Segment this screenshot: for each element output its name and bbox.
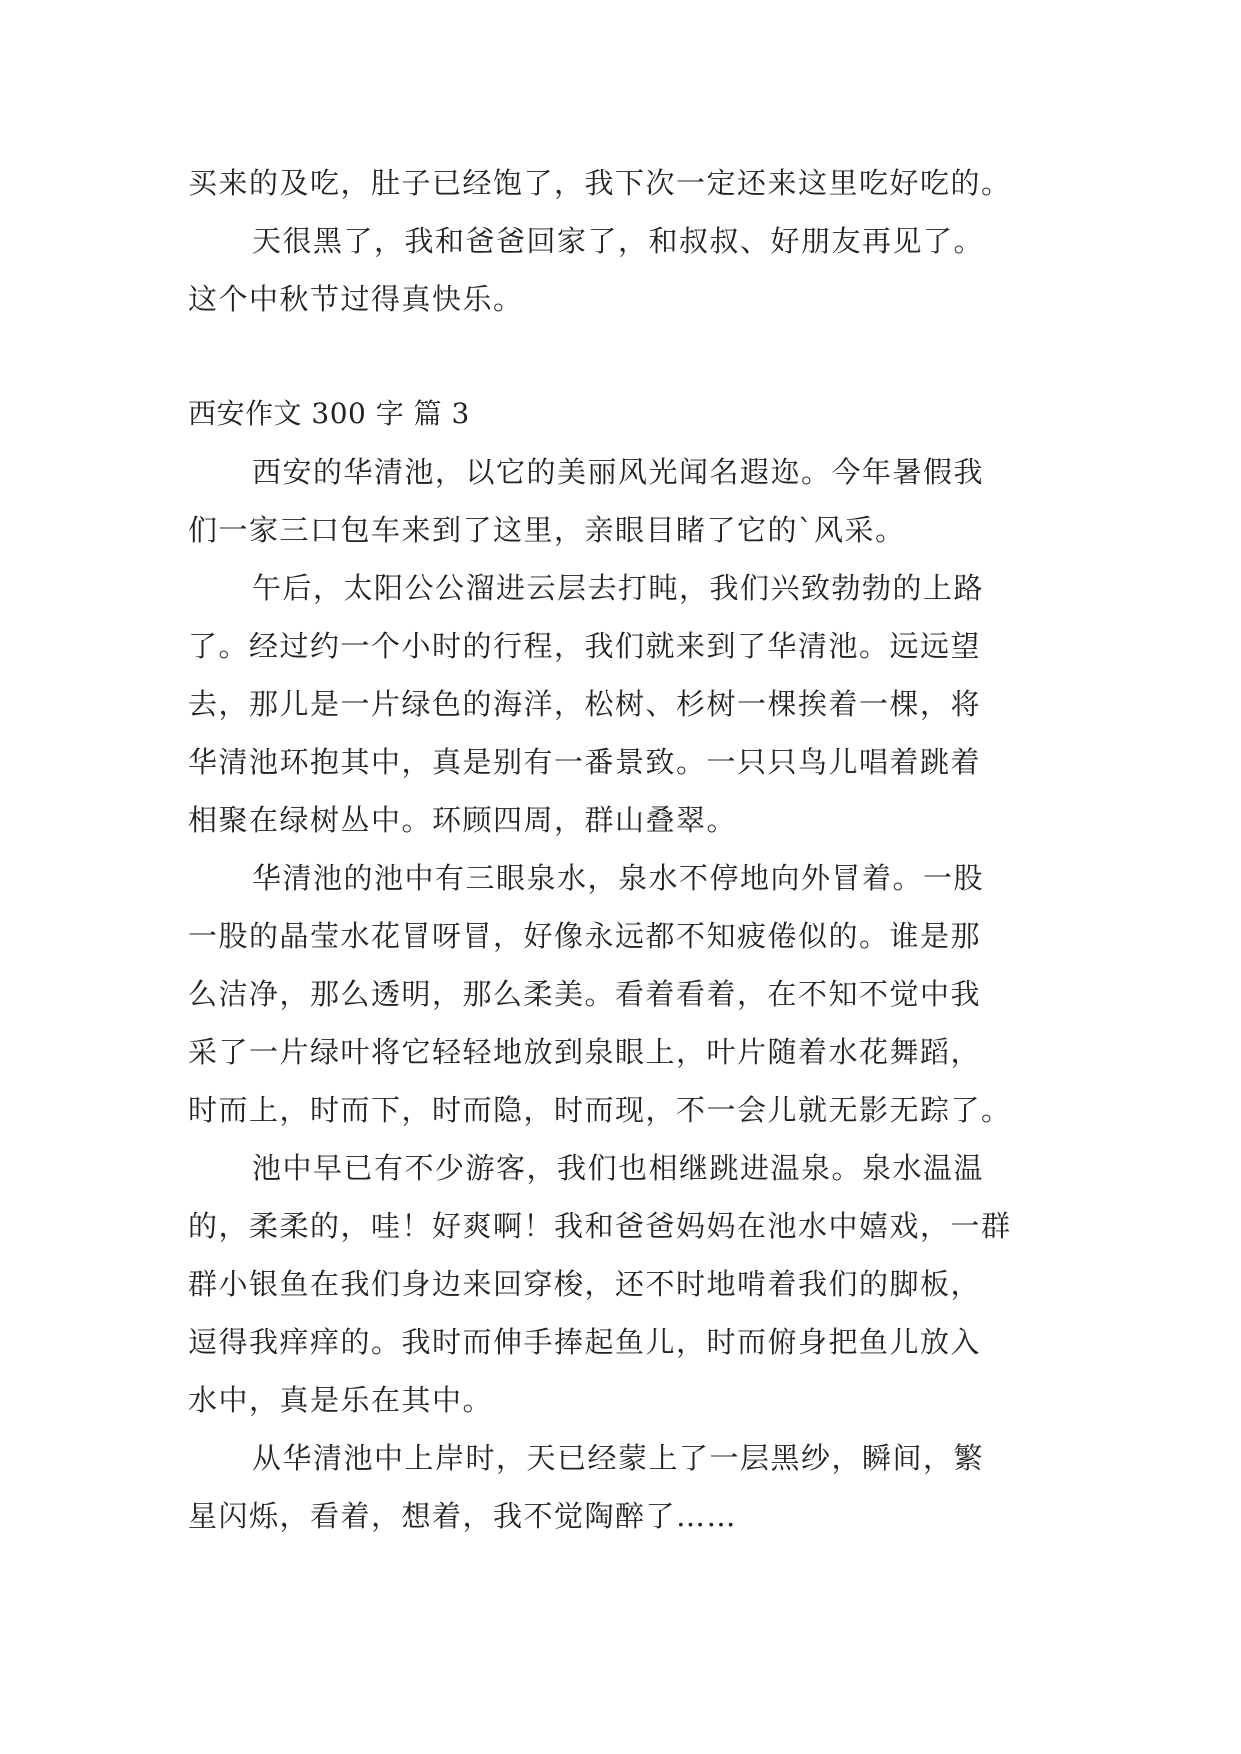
text-line: 采了一片绿叶将它轻轻地放到泉眼上，叶片随着水花舞蹈， <box>188 1035 982 1069</box>
text-line: 这个中秋节过得真快乐。 <box>188 282 524 316</box>
text-line: 时而上，时而下，时而隐，时而现，不一会儿就无影无踪了。 <box>188 1093 1012 1127</box>
text-line: 相聚在绿树丛中。环顾四周，群山叠翠。 <box>188 803 738 837</box>
text-line: 逗得我痒痒的。我时而伸手捧起鱼儿，时而俯身把鱼儿放入 <box>188 1325 982 1359</box>
text-line: 们一家三口包车来到了这里，亲眼目睹了它的`风采。 <box>188 513 906 547</box>
text-line: 水中，真是乐在其中。 <box>188 1383 494 1417</box>
text-line: 华清池的池中有三眼泉水，泉水不停地向外冒着。一股 <box>252 861 985 895</box>
text-line: 天很黑了，我和爸爸回家了，和叔叔、好朋友再见了。 <box>252 224 985 258</box>
text-line: 从华清池中上岸时，天已经蒙上了一层黑纱，瞬间，繁 <box>252 1441 985 1475</box>
text-line: 的，柔柔的，哇！好爽啊！我和爸爸妈妈在池水中嬉戏，一群 <box>188 1209 1012 1243</box>
text-line: 池中早已有不少游客，我们也相继跳进温泉。泉水温温 <box>252 1151 985 1185</box>
text-line: 一股的晶莹水花冒呀冒，好像永远都不知疲倦似的。谁是那 <box>188 919 982 953</box>
text-line: 了。经过约一个小时的行程，我们就来到了华清池。远远望 <box>188 629 982 663</box>
text-line: 午后，太阳公公溜进云层去打盹，我们兴致勃勃的上路 <box>252 571 985 605</box>
text-line: 星闪烁，看着，想着，我不觉陶醉了…… <box>188 1499 738 1533</box>
text-line: 买来的及吃，肚子已经饱了，我下次一定还来这里吃好吃的。 <box>188 166 1012 200</box>
text-line: 去，那儿是一片绿色的海洋，松树、杉树一棵挨着一棵，将 <box>188 687 982 721</box>
section-heading: 西安作文 300 字 篇 3 <box>188 397 470 430</box>
text-line: 么洁净，那么透明，那么柔美。看着看着，在不知不觉中我 <box>188 977 982 1011</box>
document-body <box>188 154 1068 1545</box>
text-line: 群小银鱼在我们身边来回穿梭，还不时地啃着我们的脚板， <box>188 1267 982 1301</box>
text-line: 华清池环抱其中，真是别有一番景致。一只只鸟儿唱着跳着 <box>188 745 982 779</box>
text-line: 西安的华清池，以它的美丽风光闻名遐迩。今年暑假我 <box>252 455 985 489</box>
